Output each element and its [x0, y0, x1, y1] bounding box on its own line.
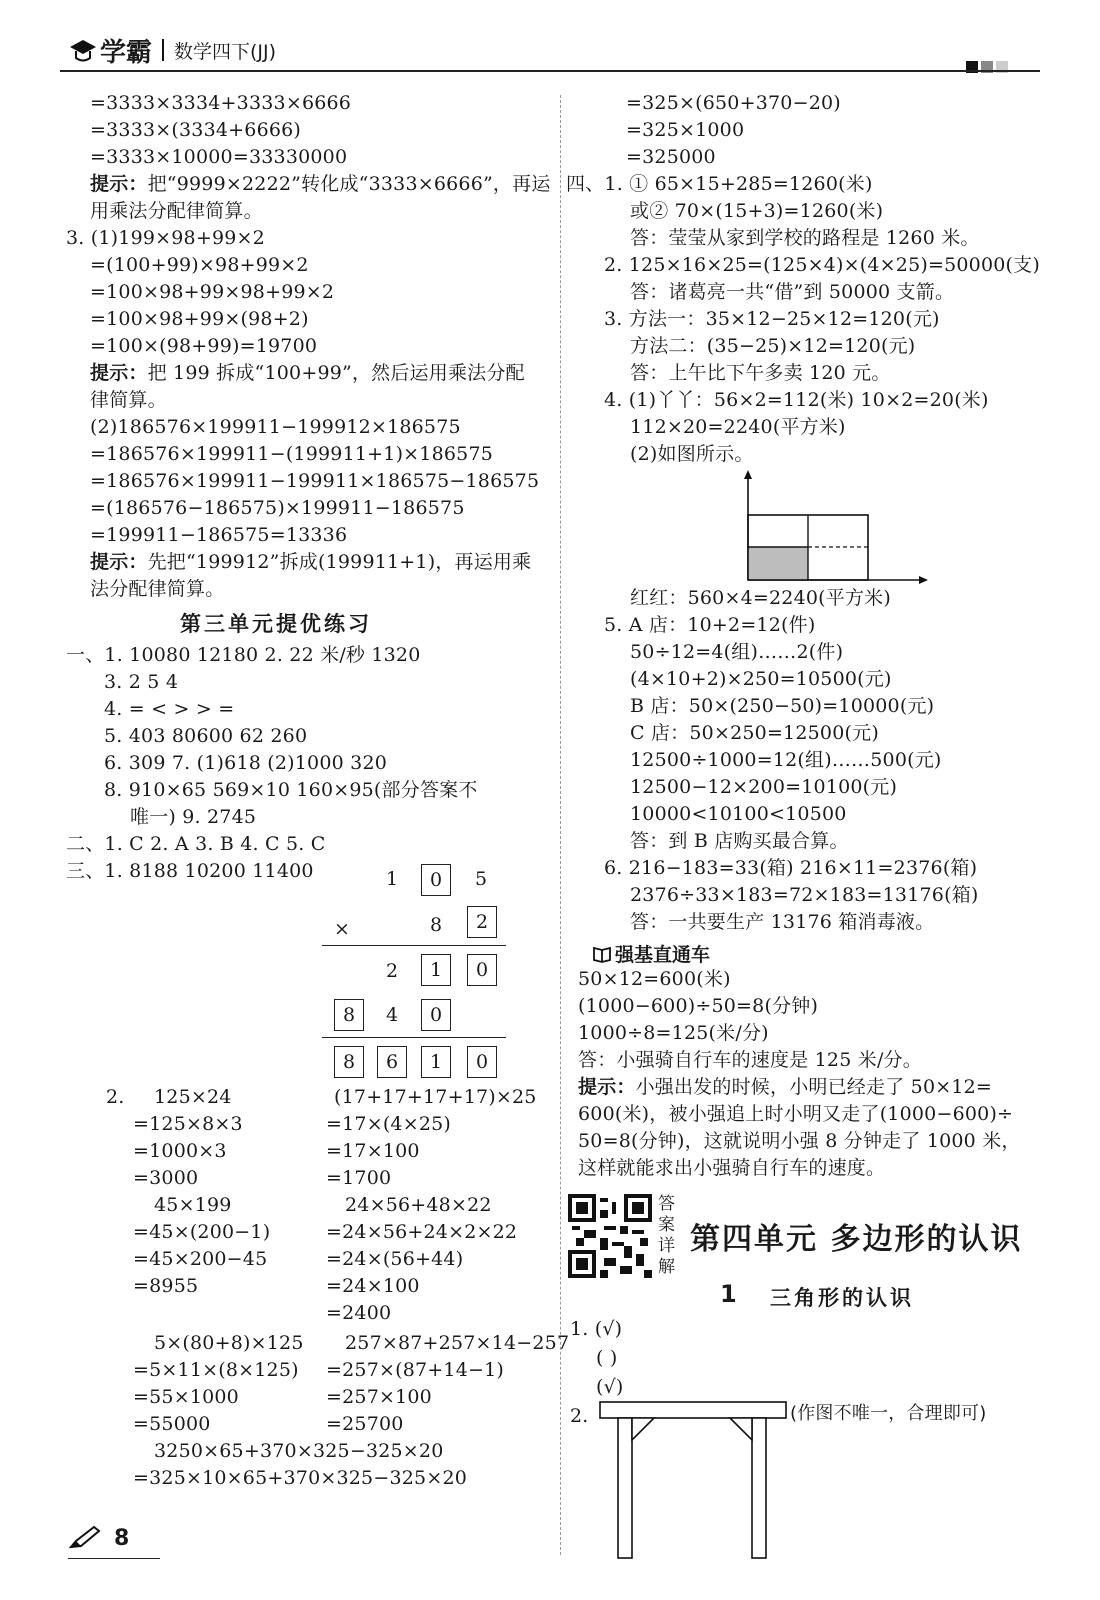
answer-line: 12500−12×200=10100(元) [630, 776, 898, 798]
question-3: 3. (1)199×98+99×2 [66, 227, 265, 249]
digit: 8 [429, 914, 443, 936]
answer-line: 一、1. 10080 12180 2. 22 米/秒 1320 [66, 644, 421, 666]
times-sign: × [334, 918, 350, 940]
rule [322, 1037, 506, 1038]
calc-left: 3250×65+370×325−325×20 [154, 1440, 444, 1462]
answer-line: 3. 2 5 4 [104, 671, 179, 693]
calc-line: =100×98+99×98+99×2 [90, 281, 335, 303]
answer-line: 8. 910×65 569×10 160×95(部分答案不 [104, 779, 478, 801]
calc-right: =25700 [326, 1413, 404, 1435]
calc-left: =8955 [133, 1275, 199, 1297]
answer-line: 6. 216−183=33(箱) 216×11=2376(箱) [604, 857, 978, 879]
calc-left: =45×(200−1) [133, 1221, 271, 1243]
digit-box: 0 [467, 1046, 497, 1078]
calc-line: =100×98+99×(98+2) [90, 308, 309, 330]
strong-line: 答：小强骑自行车的速度是 125 米/分。 [578, 1049, 922, 1071]
hint-line: 提示：把“9999×2222”转化成“3333×6666”，再运 [90, 173, 551, 195]
header-squares [966, 58, 1008, 77]
answer-line: 红红：560×4=2240(平方米) [630, 587, 891, 609]
digit-box: 6 [377, 1046, 407, 1078]
calc-line: (2)186576×199911−199912×186575 [90, 416, 461, 438]
answer-line: 四、1. ① 65×15+285=1260(米) [566, 173, 873, 195]
digit-box: 0 [421, 864, 451, 896]
calc-left: =55×1000 [133, 1386, 239, 1408]
answer-line: (4×10+2)×250=10500(元) [630, 668, 892, 690]
digit-box: 0 [421, 999, 451, 1031]
answer-line: 12500÷1000=12(组)……500(元) [630, 749, 942, 771]
answer-line: 5. A 店：10+2=12(件) [604, 614, 816, 636]
page-footer [68, 1525, 129, 1551]
calc-line: =325000 [626, 146, 716, 168]
lesson-number: 1 [720, 1280, 737, 1308]
calc-line: =3333×(3334+6666) [90, 119, 302, 141]
answer-line: 答：莹莹从家到学校的路程是 1260 米。 [630, 227, 980, 249]
qr-code[interactable] [568, 1194, 652, 1278]
calc-right: =17×100 [326, 1140, 420, 1162]
table-drawing [598, 1400, 788, 1560]
strong-line: 1000÷8=125(米/分) [578, 1022, 769, 1044]
calc-left: =125×8×3 [133, 1113, 243, 1135]
answer-line: 4. (1)丫丫：56×2=112(米) 10×2=20(米) [604, 389, 989, 411]
header-rule [60, 70, 1040, 72]
calc-line: =3333×3334+3333×6666 [90, 92, 352, 114]
answer-line: 5. 403 80600 62 260 [104, 725, 308, 747]
answer-line: 50÷12=4(组)……2(件) [630, 641, 844, 663]
answer-line: (√) [596, 1376, 624, 1398]
book-icon [592, 945, 612, 963]
digit-box: 1 [421, 954, 451, 986]
graduation-cap-icon [68, 35, 98, 65]
calc-left: 45×199 [154, 1194, 232, 1216]
calc-right: =1700 [326, 1167, 392, 1189]
hint-line: 50=8(分钟)，这就说明小强 8 分钟走了 1000 米， [578, 1130, 1021, 1152]
calc-right: =24×100 [326, 1275, 420, 1297]
hint-label: 提示： [90, 173, 148, 195]
digit-box: 2 [467, 906, 497, 938]
calc-left: =325×10×65+370×325−325×20 [133, 1467, 468, 1489]
answer-line: 2. 125×16×25=(125×4)×(4×25)=50000(支) [604, 254, 1040, 276]
calc-right: 24×56+48×22 [345, 1194, 492, 1216]
calc-line: =325×1000 [626, 119, 745, 141]
strong-line: 50×12=600(米) [578, 968, 731, 990]
answer-line: 或② 70×(15+3)=1260(米) [630, 200, 884, 222]
digit-box: 8 [334, 999, 364, 1031]
area-diagram [736, 470, 936, 588]
calc-left: 125×24 [154, 1086, 232, 1108]
note-text: (作图不唯一，合理即可) [790, 1403, 987, 1424]
digit: 2 [385, 960, 399, 982]
calc-left: =55000 [133, 1413, 211, 1435]
calc-right: 257×87+257×14−257 [345, 1332, 570, 1354]
calc-line: =100×(98+99)=19700 [90, 335, 318, 357]
answer-line: 答：到 B 店购买最合算。 [630, 830, 849, 852]
hint-line: 提示：把 199 拆成“100+99”，然后运用乘法分配 [90, 362, 525, 384]
calc-left: =3000 [133, 1167, 199, 1189]
digit: 5 [474, 868, 488, 890]
calc-right: (17+17+17+17)×25 [334, 1086, 537, 1108]
answer-line: 二、1. C 2. A 3. B 4. C 5. C [66, 833, 326, 855]
header-separator [162, 39, 164, 61]
digit: 4 [385, 1004, 399, 1026]
brand-name: 学霸 [100, 37, 153, 68]
lesson-title: 三角形的认识 [770, 1286, 914, 1310]
answer-line: C 店：50×250=12500(元) [630, 722, 879, 744]
answer-line: 唯一) 9. 2745 [130, 806, 257, 828]
digit: 1 [385, 868, 399, 890]
answer-line: 方法二：(35−25)×12=120(元) [630, 335, 916, 357]
pencil-icon [68, 1525, 102, 1551]
calc-line: =3333×10000=33330000 [90, 146, 348, 168]
calc-line: =186576×199911−199911×186575−186575 [90, 470, 540, 492]
brand-logo [68, 32, 276, 68]
question-label: 2. [106, 1086, 125, 1108]
answer-line: 112×20=2240(平方米) [630, 416, 846, 438]
subject-title: 数学四下(JJ) [174, 40, 277, 63]
hint-line: 法分配律简算。 [90, 578, 225, 600]
answer-line: 2376÷33×183=72×183=13176(箱) [630, 884, 979, 906]
qr-side-label: 答案详解 [658, 1194, 675, 1277]
answer-line: 6. 309 7. (1)618 (2)1000 320 [104, 752, 388, 774]
unit-title: 第四单元 多边形的认识 [690, 1222, 1023, 1257]
answer-line: 三、1. 8188 10200 11400 [66, 860, 314, 882]
calc-left: =1000×3 [133, 1140, 227, 1162]
calc-line: =(100+99)×98+99×2 [90, 254, 309, 276]
answer-line: 1. (√) [570, 1318, 623, 1340]
question-label: 2. [570, 1405, 589, 1427]
calc-line: =186576×199911−(199911+1)×186575 [90, 443, 494, 465]
strong-line: (1000−600)÷50=8(分钟) [578, 995, 819, 1017]
digit-box: 8 [334, 1046, 364, 1078]
hint-line: 提示：小强出发的时候，小明已经走了 50×12= [578, 1076, 993, 1098]
strong-section-title: 强基直通车 [592, 940, 710, 967]
answer-line: 答：一共要生产 13176 箱消毒液。 [630, 911, 935, 933]
answer-line: ( ) [596, 1347, 618, 1369]
calc-line: =325×(650+370−20) [626, 92, 841, 114]
answer-line: 3. 方法一：35×12−25×12=120(元) [604, 308, 940, 330]
footer-rule [68, 1558, 160, 1559]
answer-line: B 店：50×(250−50)=10000(元) [630, 695, 935, 717]
answer-line: 答：诸葛亮一共“借”到 50000 支箭。 [630, 281, 955, 303]
calc-line: =(186576−186575)×199911−186575 [90, 497, 465, 519]
calc-right: =17×(4×25) [326, 1113, 452, 1135]
section-title: 第三单元提优练习 [180, 612, 372, 636]
answer-line: (2)如图所示。 [630, 443, 754, 465]
calc-right: =257×(87+14−1) [326, 1359, 505, 1381]
calc-right: =24×56+24×2×22 [326, 1221, 518, 1243]
calc-left: =5×11×(8×125) [133, 1359, 299, 1381]
digit-box: 0 [467, 954, 497, 986]
answer-line: 4. = < > > = [104, 698, 235, 720]
calc-left: 5×(80+8)×125 [154, 1332, 304, 1354]
hint-line: 律简算。 [90, 389, 167, 411]
calc-right: =2400 [326, 1302, 392, 1324]
digit-box: 1 [421, 1046, 451, 1078]
hint-line: 600(米)，被小强追上时小明又走了(1000−600)÷ [578, 1103, 1014, 1125]
calc-right: =257×100 [326, 1386, 432, 1408]
calc-right: =24×(56+44) [326, 1248, 464, 1270]
calc-left: =45×200−45 [133, 1248, 268, 1270]
answer-line: 10000<10100<10500 [630, 803, 847, 825]
page-number: 8 [114, 1526, 130, 1551]
hint-line: 这样就能求出小强骑自行车的速度。 [578, 1157, 886, 1179]
answer-line: 答：上午比下午多卖 120 元。 [630, 362, 891, 384]
hint-line: 提示：先把“199912”拆成(199911+1)，再运用乘 [90, 551, 532, 573]
hint-line: 用乘法分配律简算。 [90, 200, 263, 222]
calc-line: =199911−186575=13336 [90, 524, 348, 546]
rule [322, 945, 506, 946]
